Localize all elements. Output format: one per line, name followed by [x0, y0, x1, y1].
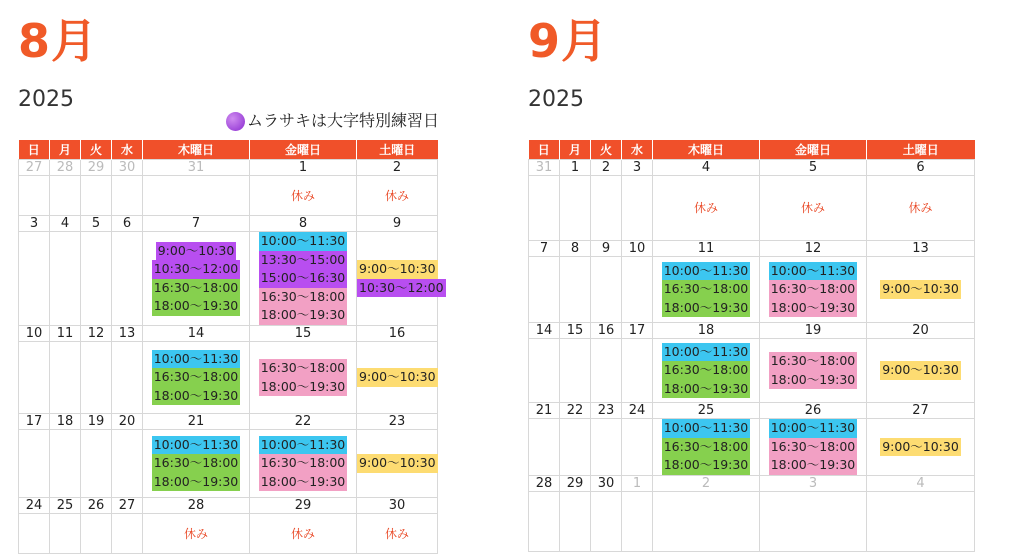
- time-slot: 16:30〜18:00: [769, 438, 858, 457]
- weekday-header-row: [529, 140, 975, 160]
- day-schedule-cell: [867, 257, 975, 323]
- time-slot: 18:00〜19:30: [662, 456, 751, 475]
- day-number: 22: [560, 403, 591, 419]
- empty-day-cell: [19, 430, 50, 498]
- empty-day-cell: [529, 339, 560, 403]
- empty-day-cell: [112, 176, 143, 216]
- day-number: 14: [529, 323, 560, 339]
- week-events-row: [19, 430, 438, 498]
- time-slot: 10:00〜11:30: [662, 262, 751, 281]
- calendar-body: [529, 160, 975, 552]
- day-number: 31: [529, 160, 560, 176]
- month-title: 8月: [18, 14, 99, 68]
- week-date-row: [19, 498, 438, 514]
- time-slot: 16:30〜18:00: [152, 368, 241, 387]
- week-date-row: [19, 414, 438, 430]
- time-slot: 10:00〜11:30: [662, 419, 751, 438]
- day-schedule-cell: [250, 176, 357, 216]
- time-slot: 9:00〜10:30: [357, 454, 438, 473]
- day-number: 22: [250, 414, 357, 430]
- empty-day-cell: [529, 257, 560, 323]
- empty-day-cell: [81, 430, 112, 498]
- week-events-row: [19, 514, 438, 554]
- legend-note: [226, 110, 439, 132]
- day-number: 29: [560, 476, 591, 492]
- empty-day-cell: [50, 176, 81, 216]
- time-slot: 9:00〜10:30: [880, 361, 961, 380]
- time-slot: 10:00〜11:30: [152, 350, 241, 369]
- time-slot: 9:00〜10:30: [357, 260, 438, 279]
- day-schedule-cell: [357, 232, 444, 326]
- day-number: 3: [760, 476, 867, 492]
- week-events-row: [529, 339, 975, 403]
- time-slot: 10:30〜12:00: [152, 260, 241, 279]
- week-events-row: [19, 342, 438, 414]
- day-schedule-cell: [653, 492, 760, 552]
- time-slot: 9:00〜10:30: [880, 438, 961, 457]
- time-slot: 10:00〜11:30: [769, 419, 858, 438]
- empty-day-cell: [622, 492, 653, 552]
- empty-day-cell: [529, 419, 560, 476]
- weekday-header: 金曜日: [250, 140, 357, 160]
- time-slot: 16:30〜18:00: [769, 280, 858, 299]
- day-number: 30: [112, 160, 143, 176]
- empty-day-cell: [112, 232, 143, 326]
- empty-day-cell: [591, 176, 622, 241]
- time-slot: 10:00〜11:30: [152, 436, 241, 455]
- day-number: 6: [112, 216, 143, 232]
- time-slot: 16:30〜18:00: [662, 438, 751, 457]
- day-number: 2: [653, 476, 760, 492]
- day-number: 4: [50, 216, 81, 232]
- day-number: 2: [591, 160, 622, 176]
- day-number: 12: [760, 241, 867, 257]
- day-number: 8: [560, 241, 591, 257]
- time-slot: 10:00〜11:30: [662, 343, 751, 362]
- day-schedule-cell: [143, 430, 250, 498]
- day-schedule-cell: [143, 514, 250, 554]
- day-number: 21: [143, 414, 250, 430]
- day-schedule-cell: [653, 419, 760, 476]
- day-schedule-cell: [760, 339, 867, 403]
- empty-day-cell: [560, 419, 591, 476]
- week-events-row: [529, 419, 975, 476]
- closed-label: 休み: [384, 526, 409, 541]
- day-number: 10: [19, 326, 50, 342]
- calendar-grid: [528, 140, 975, 552]
- day-number: 7: [143, 216, 250, 232]
- day-number: 18: [50, 414, 81, 430]
- empty-day-cell: [19, 342, 50, 414]
- day-number: 16: [357, 326, 438, 342]
- empty-day-cell: [50, 342, 81, 414]
- time-slot: 18:00〜19:30: [662, 380, 751, 399]
- time-slot: 16:30〜18:00: [769, 352, 858, 371]
- day-number: 2: [357, 160, 438, 176]
- day-number: 27: [19, 160, 50, 176]
- empty-day-cell: [81, 342, 112, 414]
- closed-label: 休み: [693, 201, 718, 215]
- time-slot: 18:00〜19:30: [769, 299, 858, 318]
- day-number: 26: [81, 498, 112, 514]
- time-slot: 18:00〜19:30: [259, 378, 348, 397]
- day-number: 20: [867, 323, 975, 339]
- time-slot: 16:30〜18:00: [662, 361, 751, 380]
- day-schedule-cell: [653, 339, 760, 403]
- week-date-row: [19, 160, 438, 176]
- weekday-header: 木曜日: [143, 140, 250, 160]
- day-number: 11: [653, 241, 760, 257]
- time-slot: 18:00〜19:30: [259, 473, 348, 492]
- day-number: 27: [112, 498, 143, 514]
- weekday-header: 火: [591, 140, 622, 160]
- empty-day-cell: [81, 176, 112, 216]
- day-schedule-cell: [867, 176, 975, 241]
- day-number: 9: [591, 241, 622, 257]
- day-number: 29: [81, 160, 112, 176]
- day-schedule-cell: [760, 492, 867, 552]
- empty-day-cell: [112, 342, 143, 414]
- day-number: 31: [143, 160, 250, 176]
- time-slot: 10:30〜12:00: [357, 279, 446, 298]
- day-number: 1: [250, 160, 357, 176]
- time-slot: 18:00〜19:30: [152, 297, 241, 316]
- day-number: 28: [529, 476, 560, 492]
- day-number: 1: [622, 476, 653, 492]
- week-events-row: [529, 257, 975, 323]
- day-schedule-cell: [143, 176, 250, 216]
- day-number: 4: [653, 160, 760, 176]
- day-number: 5: [760, 160, 867, 176]
- day-number: 10: [622, 241, 653, 257]
- day-schedule-cell: [250, 430, 357, 498]
- day-schedule-cell: [867, 492, 975, 552]
- empty-day-cell: [19, 176, 50, 216]
- weekday-header: 木曜日: [653, 140, 760, 160]
- day-number: 26: [760, 403, 867, 419]
- empty-day-cell: [112, 514, 143, 554]
- time-slot: 10:00〜11:30: [259, 232, 348, 251]
- empty-day-cell: [622, 339, 653, 403]
- weekday-header: 土曜日: [867, 140, 975, 160]
- day-schedule-cell: [357, 176, 438, 216]
- day-schedule-cell: [760, 176, 867, 241]
- empty-day-cell: [591, 492, 622, 552]
- day-number: 25: [50, 498, 81, 514]
- empty-day-cell: [622, 419, 653, 476]
- closed-label: 休み: [183, 526, 208, 541]
- day-number: 5: [81, 216, 112, 232]
- empty-day-cell: [529, 176, 560, 241]
- time-slot: 16:30〜18:00: [152, 279, 241, 298]
- time-slot: 18:00〜19:30: [152, 387, 241, 406]
- time-slot: 18:00〜19:30: [152, 473, 241, 492]
- closed-label: 休み: [290, 188, 315, 203]
- day-number: 29: [250, 498, 357, 514]
- closed-label: 休み: [800, 201, 825, 215]
- day-number: 23: [357, 414, 438, 430]
- day-number: 19: [81, 414, 112, 430]
- calendar-body: [19, 160, 444, 554]
- weekday-header: 月: [50, 140, 81, 160]
- day-number: 14: [143, 326, 250, 342]
- day-number: 21: [529, 403, 560, 419]
- day-number: 16: [591, 323, 622, 339]
- time-slot: 16:30〜18:00: [152, 454, 241, 473]
- time-slot: 18:00〜19:30: [259, 306, 348, 325]
- week-date-row: [529, 241, 975, 257]
- day-number: 27: [867, 403, 975, 419]
- day-schedule-cell: [760, 419, 867, 476]
- week-events-row: [19, 232, 438, 326]
- day-number: 24: [622, 403, 653, 419]
- day-number: 23: [591, 403, 622, 419]
- day-number: 11: [50, 326, 81, 342]
- day-schedule-cell: [357, 430, 438, 498]
- day-number: 6: [867, 160, 975, 176]
- time-slot: 9:00〜10:30: [156, 242, 237, 261]
- weekday-header: 水: [112, 140, 143, 160]
- empty-day-cell: [622, 176, 653, 241]
- empty-day-cell: [560, 492, 591, 552]
- day-number: 15: [560, 323, 591, 339]
- time-slot: 16:30〜18:00: [259, 454, 348, 473]
- empty-day-cell: [591, 419, 622, 476]
- day-schedule-cell: [867, 419, 975, 476]
- empty-day-cell: [529, 492, 560, 552]
- day-number: 1: [560, 160, 591, 176]
- weekday-header-row: [19, 140, 438, 160]
- calendar-grid: [18, 140, 444, 554]
- purple-dot-icon: [226, 112, 245, 131]
- time-slot: 16:30〜18:00: [662, 280, 751, 299]
- time-slot: 13:30〜15:00: [259, 251, 348, 270]
- week-date-row: [19, 216, 438, 232]
- weekday-header: 火: [81, 140, 112, 160]
- time-slot: 18:00〜19:30: [662, 299, 751, 318]
- week-date-row: [529, 160, 975, 176]
- day-schedule-cell: [867, 339, 975, 403]
- day-schedule-cell: [250, 232, 357, 326]
- time-slot: 10:00〜11:30: [769, 262, 858, 281]
- empty-day-cell: [81, 232, 112, 326]
- week-events-row: [19, 176, 438, 216]
- time-slot: 10:00〜11:30: [259, 436, 348, 455]
- month-title: 9月: [528, 14, 609, 68]
- day-number: 12: [81, 326, 112, 342]
- weekday-header: 金曜日: [760, 140, 867, 160]
- empty-day-cell: [50, 514, 81, 554]
- weekday-header: 水: [622, 140, 653, 160]
- week-date-row: [19, 326, 438, 342]
- day-number: 19: [760, 323, 867, 339]
- empty-day-cell: [591, 339, 622, 403]
- week-events-row: [529, 176, 975, 241]
- empty-day-cell: [560, 176, 591, 241]
- weekday-header: 日: [529, 140, 560, 160]
- day-number: 25: [653, 403, 760, 419]
- empty-day-cell: [19, 514, 50, 554]
- day-schedule-cell: [357, 514, 438, 554]
- day-number: 17: [19, 414, 50, 430]
- time-slot: 18:00〜19:30: [769, 456, 858, 475]
- day-number: 13: [112, 326, 143, 342]
- closed-label: 休み: [384, 188, 409, 203]
- closed-label: 休み: [290, 526, 315, 541]
- day-number: 4: [867, 476, 975, 492]
- time-slot: 18:00〜19:30: [769, 371, 858, 390]
- day-number: 3: [622, 160, 653, 176]
- week-events-row: [529, 492, 975, 552]
- day-schedule-cell: [357, 342, 438, 414]
- year-label: 2025: [18, 87, 74, 112]
- day-number: 18: [653, 323, 760, 339]
- day-number: 8: [250, 216, 357, 232]
- empty-day-cell: [591, 257, 622, 323]
- day-number: 9: [357, 216, 438, 232]
- day-number: 20: [112, 414, 143, 430]
- time-slot: 9:00〜10:30: [357, 368, 438, 387]
- day-number: 15: [250, 326, 357, 342]
- day-number: 17: [622, 323, 653, 339]
- empty-day-cell: [19, 232, 50, 326]
- weekday-header: 日: [19, 140, 50, 160]
- empty-day-cell: [560, 257, 591, 323]
- empty-day-cell: [81, 514, 112, 554]
- weekday-header: 土曜日: [357, 140, 438, 160]
- day-schedule-cell: [143, 232, 250, 326]
- day-number: 30: [591, 476, 622, 492]
- week-date-row: [529, 323, 975, 339]
- day-schedule-cell: [760, 257, 867, 323]
- week-date-row: [529, 476, 975, 492]
- day-number: 3: [19, 216, 50, 232]
- time-slot: 16:30〜18:00: [259, 288, 348, 307]
- empty-day-cell: [560, 339, 591, 403]
- weekday-header: 月: [560, 140, 591, 160]
- day-schedule-cell: [653, 176, 760, 241]
- empty-day-cell: [50, 232, 81, 326]
- day-schedule-cell: [143, 342, 250, 414]
- empty-day-cell: [112, 430, 143, 498]
- empty-day-cell: [622, 257, 653, 323]
- day-schedule-cell: [653, 257, 760, 323]
- day-number: 30: [357, 498, 438, 514]
- time-slot: 16:30〜18:00: [259, 359, 348, 378]
- day-number: 7: [529, 241, 560, 257]
- day-number: 13: [867, 241, 975, 257]
- empty-day-cell: [50, 430, 81, 498]
- day-number: 24: [19, 498, 50, 514]
- day-schedule-cell: [250, 514, 357, 554]
- day-number: 28: [50, 160, 81, 176]
- time-slot: 15:00〜16:30: [259, 269, 348, 288]
- day-schedule-cell: [250, 342, 357, 414]
- closed-label: 休み: [908, 201, 933, 215]
- year-label: 2025: [528, 87, 584, 112]
- time-slot: 9:00〜10:30: [880, 280, 961, 299]
- legend-note-text: ムラサキは大字特別練習日: [247, 111, 440, 130]
- week-date-row: [529, 403, 975, 419]
- day-number: 28: [143, 498, 250, 514]
